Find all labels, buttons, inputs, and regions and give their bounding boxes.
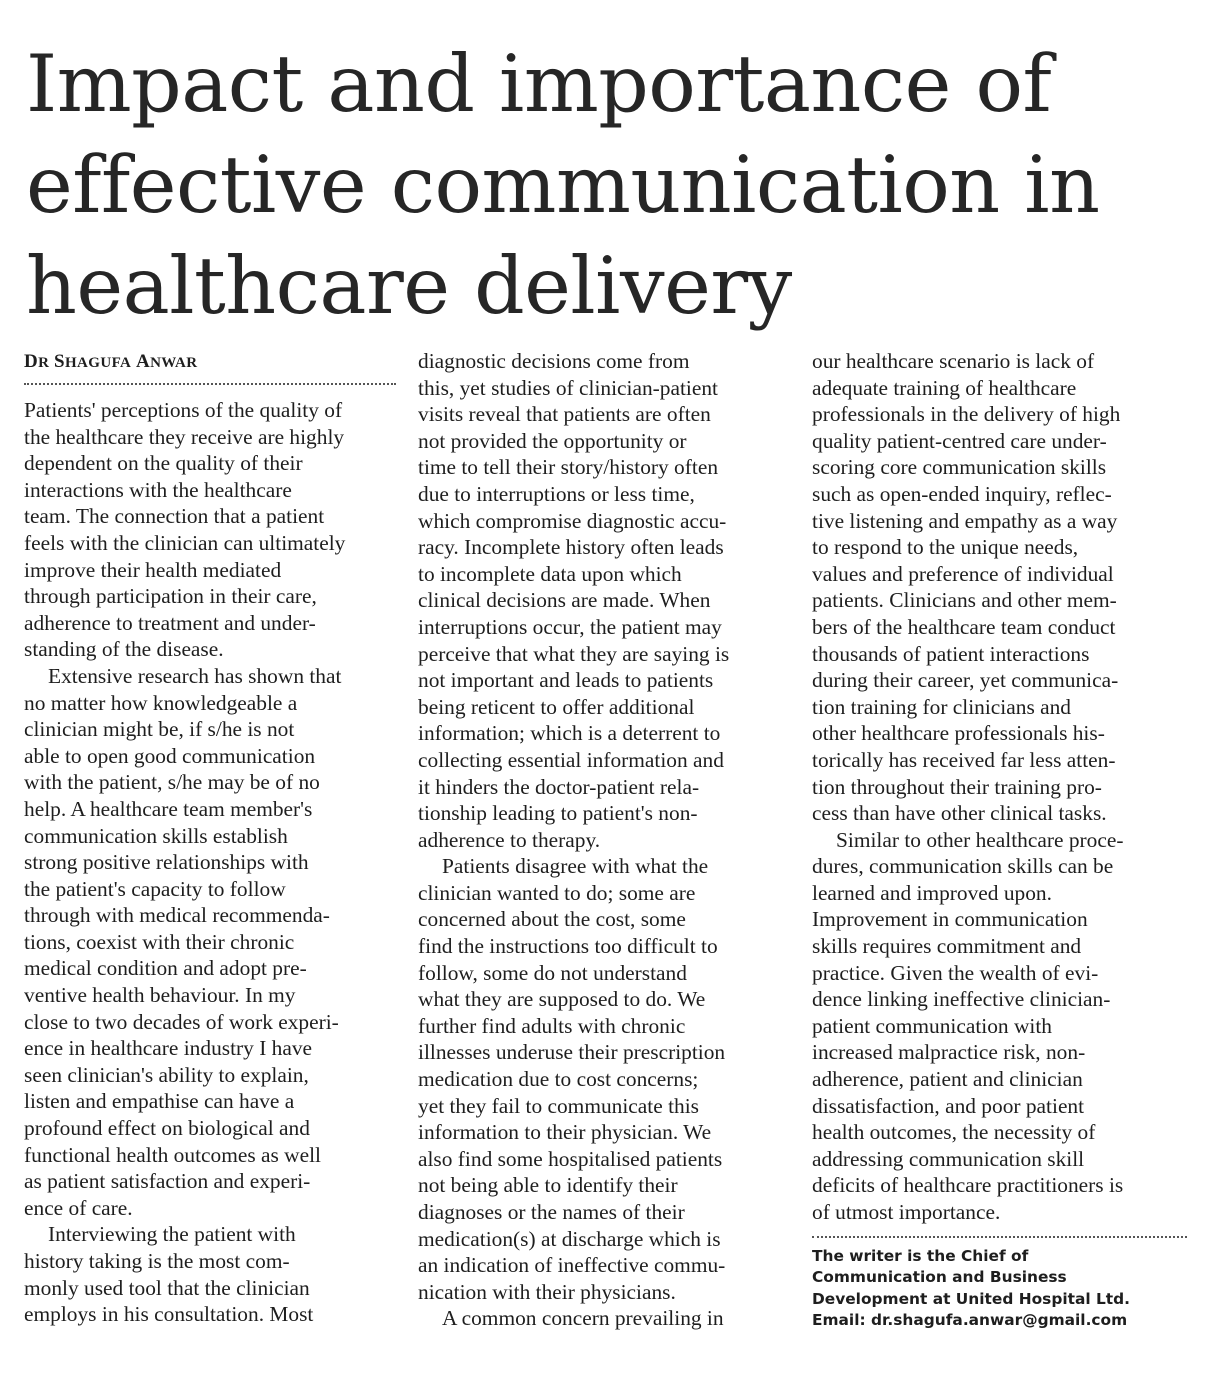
column-3-text [812,348,1187,1226]
text-line: increased malpractice risk, non- [812,1040,1086,1065]
text-line: Extensive research has shown that [48,663,342,688]
bio-divider [812,1236,1187,1238]
text-line: to incomplete data upon which [418,561,682,586]
text-line: ence of care. [24,1195,133,1220]
text-line: with the patient, s/he may be of no [24,770,320,795]
text-line: dissatisfaction, and poor patient [812,1093,1085,1118]
text-line: employs in his consultation. Most [24,1302,314,1327]
text-line: patients. Clinicians and other mem- [812,588,1117,613]
headline-line: healthcare delivery [26,240,792,332]
text-line: time to tell their story/history often [418,455,719,480]
text-line: standing of the disease. [24,637,224,662]
text-line: seen clinician's ability to explain, [24,1062,309,1087]
text-line: as patient satisfaction and experi- [24,1169,311,1194]
text-line: ence in healthcare industry I have [24,1036,313,1061]
text-line: close to two decades of work experi- [24,1009,339,1034]
text-line: adherence, patient and clinician [812,1067,1083,1092]
text-line: which compromise diagnostic accu- [418,508,727,533]
text-line: being reticent to offer additional [418,694,695,719]
text-line: further find adults with chronic [418,1013,686,1038]
text-line: feels with the clinician can ultimately [24,530,346,555]
text-line: not provided the opportunity or [418,428,687,453]
text-line: Patients disagree with what the [442,854,709,879]
text-line: medical condition and adopt pre- [24,956,307,981]
text-line: scoring core communication skills [812,455,1107,480]
text-line: collecting essential information and [418,747,724,772]
text-line: medication(s) at discharge which is [418,1226,721,1251]
text-line: A common concern prevailing in [442,1306,724,1331]
text-line: patient communication with [812,1013,1052,1038]
text-line: adherence to treatment and under- [24,610,316,635]
text-line: tion training for clinicians and [812,694,1071,719]
bio-line: Communication and Business [812,1268,1067,1287]
text-line: Improvement in communication [812,907,1088,932]
text-line: our healthcare scenario is lack of [812,349,1095,373]
text-line: find the instructions too difficult to [418,934,718,959]
text-line: interruptions occur, the patient may [418,614,722,639]
text-line: racy. Incomplete history often leads [418,535,724,560]
text-line: the healthcare they receive are highly [24,424,345,449]
text-line: it hinders the doctor-patient rela- [418,774,700,799]
text-line: dence linking ineffective clinician- [812,987,1111,1012]
text-line: torically has received far less atten- [812,747,1116,772]
text-line: practice. Given the wealth of evi- [812,960,1099,985]
text-line: illnesses underuse their prescription [418,1040,726,1065]
text-line: bers of the healthcare team conduct [812,614,1116,639]
text-line: functional health outcomes as well [24,1142,322,1167]
text-line: also find some hospitalised patients [418,1146,723,1171]
headline-line: Impact and importance of [26,38,1052,130]
text-line: listen and empathise can have a [24,1089,295,1114]
text-line: monly used tool that the clinician [24,1275,310,1300]
article-column-1 [24,348,396,1328]
headline-line: effective communication in [26,139,1100,231]
text-line: diagnoses or the names of their [418,1200,685,1224]
bio-line: Development at United Hospital Ltd. [812,1289,1131,1308]
text-line: information to their physician. We [418,1120,712,1145]
article-column-3 [812,348,1187,1332]
text-line: clinician wanted to do; some are [418,880,696,905]
text-line: what they are supposed to do. We [418,987,706,1012]
text-line: Similar to other healthcare proce- [836,827,1124,852]
text-line: deficits of healthcare practitioners is [812,1173,1124,1198]
text-line: not important and leads to patients [418,668,714,693]
text-line: tive listening and empathy as a way [812,508,1118,533]
text-line: perceive that what they are saying is [418,641,730,666]
column-1-text [24,397,396,1328]
text-line: through participation in their care, [24,584,317,609]
text-line: values and preference of individual [812,561,1114,586]
text-line: quality patient-centred care under- [812,428,1107,453]
author-byline [24,349,396,375]
text-line: learned and improved upon. [812,880,1052,905]
column-2-text [418,348,790,1332]
text-line: thousands of patient interactions [812,641,1090,666]
text-line: strong positive relationships with [24,850,309,875]
text-line: visits reveal that patients are often [418,402,711,427]
text-line: tionship leading to patient's non- [418,801,698,826]
text-line: ventive health behaviour. In my [24,983,296,1008]
text-line: profound effect on biological and [24,1116,310,1141]
text-line: adherence to therapy. [418,827,601,852]
text-line: tion throughout their training pro- [812,774,1102,799]
text-line: professionals in the delivery of high [812,402,1121,427]
text-line: Patients' perceptions of the quality of [24,398,343,422]
text-line: dependent on the quality of their [24,451,303,476]
text-line: medication due to cost concerns; [418,1067,699,1092]
text-line: not being able to identify their [418,1173,678,1198]
article-headline [26,34,1196,337]
text-line: dures, communication skills can be [812,854,1114,879]
byline-divider [24,383,396,385]
text-line: history taking is the most com- [24,1249,290,1273]
text-line: nication with their physicians. [418,1279,676,1304]
text-line: improve their health mediated [24,557,282,582]
text-line: such as open-ended inquiry, reflec- [812,481,1112,506]
text-line: an indication of ineffective commu- [418,1253,726,1278]
bio-line: Email: dr.shagufa.anwar@gmail.com [812,1311,1128,1330]
text-line: the patient's capacity to follow [24,876,286,901]
text-line: to respond to the unique needs, [812,535,1079,560]
text-line: able to open good communication [24,743,316,768]
text-line: team. The connection that a patient [24,504,325,529]
text-line: during their career, yet communica- [812,668,1119,693]
text-line: clinical decisions are made. When [418,588,711,613]
author-name: DR SHAGUFA ANWAR [24,351,198,372]
text-line: interactions with the healthcare [24,477,292,502]
text-line: no matter how knowledgeable a [24,690,298,715]
text-line: other healthcare professionals his- [812,721,1105,746]
text-line: through with medical recommenda- [24,903,330,928]
text-line: addressing communication skill [812,1146,1085,1171]
text-line: clinician might be, if s/he is not [24,717,295,742]
text-line: of utmost importance. [812,1200,1001,1224]
text-line: this, yet studies of clinician-patient [418,375,718,400]
text-line: follow, some do not understand [418,960,687,985]
text-line: yet they fail to communicate this [418,1093,699,1118]
text-line: skills requires commitment and [812,934,1082,959]
text-line: adequate training of healthcare [812,375,1077,400]
text-line: information; which is a deterrent to [418,721,721,746]
text-line: cess than have other clinical tasks. [812,801,1107,826]
text-line: diagnostic decisions come from [418,349,690,373]
text-line: concerned about the cost, some [418,907,686,932]
text-line: due to interruptions or less time, [418,481,695,506]
text-line: help. A healthcare team member's [24,796,313,821]
article-column-2 [418,348,790,1332]
text-line: communication skills establish [24,823,288,848]
bio-line: The writer is the Chief of [812,1246,1029,1265]
text-line: health outcomes, the necessity of [812,1120,1096,1145]
text-line: Interviewing the patient with [48,1222,296,1247]
text-line: tions, coexist with their chronic [24,929,295,954]
author-bio [812,1246,1187,1332]
